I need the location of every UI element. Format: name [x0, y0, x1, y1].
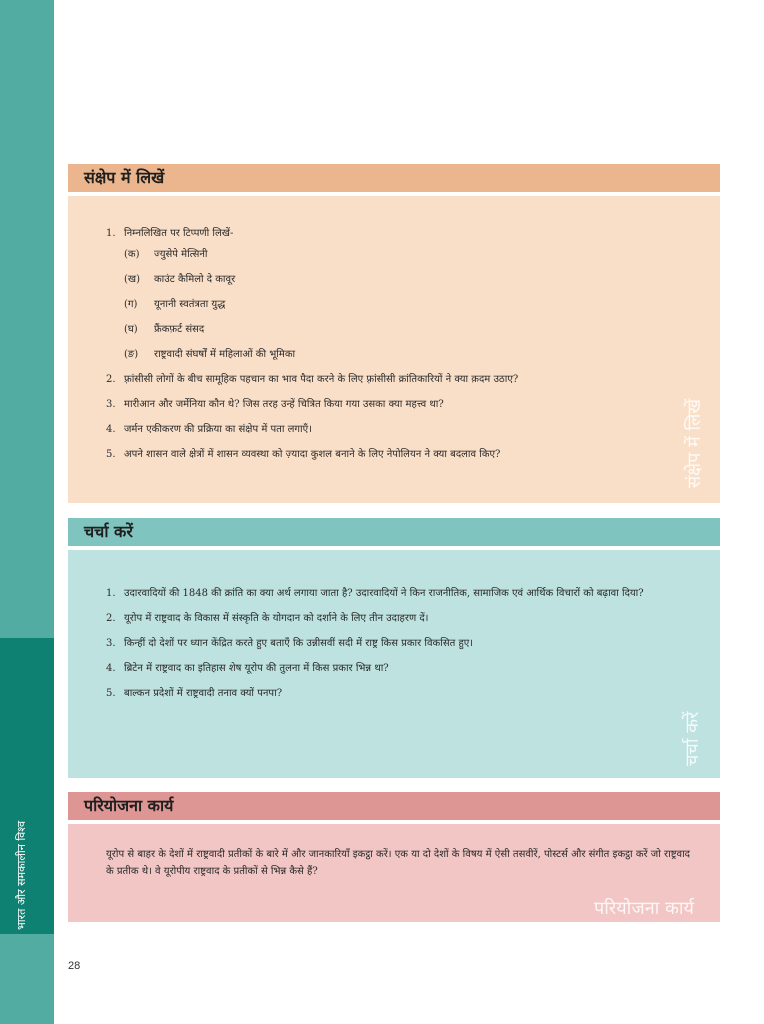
question-number: 3. [106, 399, 116, 410]
question-text: जर्मन एकीकरण की प्रक्रिया का संक्षेप में पता लगाएँ। [124, 424, 312, 435]
question-text: फ़्रांसीसी लोगों के बीच सामूहिक पहचान का भाव पैदा करने के लिए फ़्रांसीसी क्रांतिकारियों ने क्या क़दम उठाए? [124, 374, 519, 385]
question-list [106, 226, 690, 472]
sub-question-text: राष्ट्रवादी संघर्षों में महिलाओं की भूमिका [154, 349, 296, 360]
sub-question-number: (ङ) [124, 349, 139, 360]
sub-question-item [124, 247, 690, 262]
question-text: यूरोप में राष्ट्रवाद के विकास में संस्कृति के योगदान को दर्शाने के लिए तीन उदाहरण दें। [124, 613, 429, 624]
question-number: 3. [106, 638, 116, 649]
sub-question-item [124, 322, 690, 337]
section-watermark: संक्षेप में लिखें [684, 398, 705, 488]
sub-question-text: ज्युसेपे मेत्सिनी [154, 249, 208, 260]
question-item [106, 686, 690, 701]
question-text: किन्हीं दो देशों पर ध्यान केंद्रित करते हुए बताएँ कि उन्नीसवीं सदी में राष्ट्र किस प्रकार विकसित हुए। [124, 638, 474, 649]
section-body [68, 824, 720, 922]
section-watermark: परियोजना कार्य [593, 898, 694, 919]
book-title: भारत और समकालीन विश्व [15, 820, 28, 930]
sub-question-item [124, 272, 690, 287]
page-number: 28 [68, 960, 81, 972]
section-heading: परियोजना कार्य [68, 792, 720, 820]
sub-question-item [124, 347, 690, 362]
question-text: निम्नलिखित पर टिप्पणी लिखें- [124, 228, 234, 239]
question-text: मारीआन और जर्मेनिया कौन थे? जिस तरह उन्हें चित्रित किया गया उसका क्या महत्त्व था? [124, 399, 444, 410]
question-text: उदारवादियों की 1848 की क्रांति का क्या अर्थ लगाया जाता है? उदारवादियों ने किन राजनीतिक, सामाजिक एवं आर्थिक विचारों को बढ़ावा दिया? [124, 588, 644, 599]
question-item [106, 636, 690, 651]
section-heading: संक्षेप में लिखें [68, 164, 720, 192]
sub-question-list [124, 247, 690, 362]
question-number: 5. [106, 688, 116, 699]
question-list [106, 586, 690, 711]
question-item [106, 447, 690, 462]
sub-question-text: काउंट कैमिलो दे कावूर [154, 274, 236, 285]
question-text: बाल्कन प्रदेशों में राष्ट्रवादी तनाव क्यों पनपा? [124, 688, 283, 699]
question-item [106, 372, 690, 387]
question-number: 1. [106, 228, 116, 239]
question-number: 4. [106, 663, 116, 674]
question-item [106, 586, 690, 601]
sub-question-text: फ्रैंकफ़र्ट संसद [154, 324, 205, 335]
sub-question-number: (ग) [124, 299, 138, 310]
question-number: 2. [106, 374, 116, 385]
question-number: 2. [106, 613, 116, 624]
question-item [106, 422, 690, 437]
sub-question-number: (ख) [124, 274, 140, 285]
question-text: अपने शासन वाले क्षेत्रों में शासन व्यवस्था को ज़्यादा कुशल बनाने के लिए नेपोलियन ने क्या बदलाव किए? [124, 449, 501, 460]
question-item [106, 661, 690, 676]
question-number: 1. [106, 588, 116, 599]
question-item [106, 611, 690, 626]
question-item [106, 226, 690, 362]
question-number: 5. [106, 449, 116, 460]
section-watermark: चर्चा करें [682, 711, 703, 766]
sub-question-number: (क) [124, 249, 140, 260]
question-number: 4. [106, 424, 116, 435]
section-heading: चर्चा करें [68, 518, 720, 546]
section-body [68, 196, 720, 503]
sub-question-item [124, 297, 690, 312]
question-text: ब्रिटेन में राष्ट्रवाद का इतिहास शेष यूरोप की तुलना में किस प्रकार भिन्न था? [124, 663, 389, 674]
project-text: यूरोप से बाहर के देशों में राष्ट्रवादी प्रतीकों के बारे में और जानकारियाँ इकट्ठा करें। एक या दो देशों के विषय में ऐसी तसवीरें, पोस्टर्स और संगीत इकट्ठा करें जो राष्ट्रवाद के प्रतीक थे। वे यूरोपीय राष्ट्रवाद के प्रतीकों से भिन्न कैसे हैं? [106, 849, 690, 877]
question-item [106, 397, 690, 412]
sub-question-number: (घ) [124, 324, 138, 335]
sub-question-text: यूनानी स्वतंत्रता युद्ध [154, 299, 226, 310]
section-body [68, 550, 720, 778]
